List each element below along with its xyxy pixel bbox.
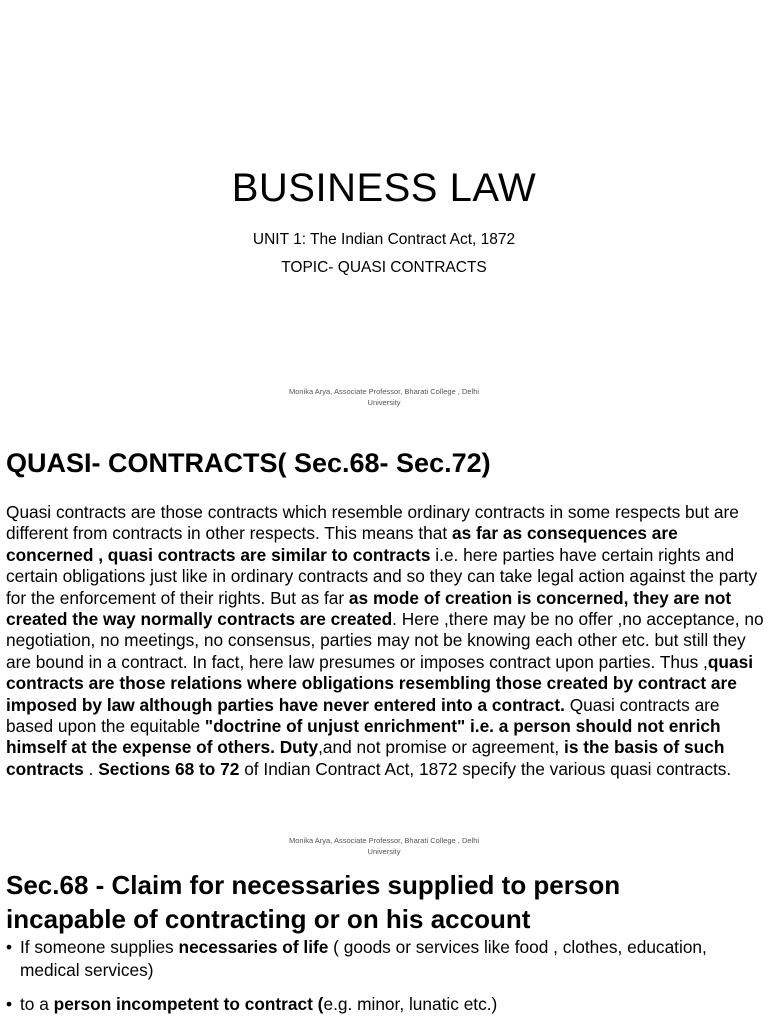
author-credit <box>234 835 534 857</box>
bullet-icon: • <box>6 994 13 1014</box>
body-bold-6: Sections 68 to 72 <box>98 758 240 779</box>
unit-subtitle: UNIT 1: The Indian Contract Act, 1872 <box>252 231 516 248</box>
list-item <box>6 993 756 1016</box>
bullet-icon: • <box>6 937 13 957</box>
body-bold-1: as far as consequences are concerned , quasi contracts are similar to contracts <box>6 523 678 565</box>
slide-heading: Sec.68 - Claim for necessaries supplied to person incapable of contracting or on his account <box>6 870 621 934</box>
bullet-list <box>6 936 756 1027</box>
author-credit-line1: Monika Arya, Associate Professor, Bharati College , Delhi <box>288 387 480 396</box>
body-text-6: . <box>83 758 99 779</box>
body-text-3: . Here ,there may be no offer ,no acceptance, no negotiation, no meetings, no consensus, parties may not be knowing each other etc. but still they are bound in a contract. In fact, here law presumes or imposes contract upon parties. Thus , <box>6 609 764 672</box>
bullet-bold: person incompetent to contract ( <box>53 994 324 1014</box>
bullet-text: to a <box>20 994 54 1014</box>
body-bold-5: is the basis of such contracts <box>6 737 725 779</box>
bullet-text: e.g. minor, lunatic etc.) <box>323 994 498 1014</box>
body-bold-2: as mode of creation is concerned, they are not created the way normally contracts are created <box>6 587 732 630</box>
body-bold-4: "doctrine of unjust enrichment" i.e. a person should not enrich himself at the expense of others. Duty <box>6 716 721 758</box>
body-text-5: ,and not promise or agreement, <box>318 737 565 758</box>
author-credit-line2: University <box>367 847 401 856</box>
sec68-slide <box>0 862 768 1024</box>
author-credit-line1: Monika Arya, Associate Professor, Bharati College , Delhi <box>288 836 480 845</box>
author-credit-line2: University <box>367 398 401 407</box>
bullet-text: If someone supplies <box>20 937 179 957</box>
title-slide <box>0 0 768 430</box>
topic-subtitle: TOPIC- QUASI CONTRACTS <box>281 259 487 276</box>
bullet-bold: necessaries of life <box>178 937 329 957</box>
author-credit <box>234 386 534 408</box>
slide-heading: QUASI- CONTRACTS( Sec.68- Sec.72) <box>6 448 491 478</box>
slide-body-paragraph <box>6 502 764 780</box>
body-text-2: i.e. here parties have certain rights and certain obligations just like in ordinary contracts and so they can take legal action against the party for the enforcement of their rights. But as far <box>6 544 758 608</box>
body-text-1: Quasi contracts are those contracts which resemble ordinary contracts in some respects but are different from contracts in other respects. This means that <box>6 502 739 544</box>
slide-title: BUSINESS LAW <box>231 166 537 210</box>
body-text-7: of Indian Contract Act, 1872 specify the various quasi contracts. <box>239 758 732 779</box>
body-bold-3: quasi contracts are those relations where obligations resembling those created by contract are imposed by law although parties have never entered into a contract. <box>6 651 753 715</box>
quasi-contracts-slide <box>0 430 768 862</box>
body-text-4: Quasi contracts are based upon the equitable <box>6 694 720 737</box>
list-item <box>6 936 756 982</box>
bullet-text: ( goods or services like food , clothes, education, medical services) <box>20 937 707 980</box>
